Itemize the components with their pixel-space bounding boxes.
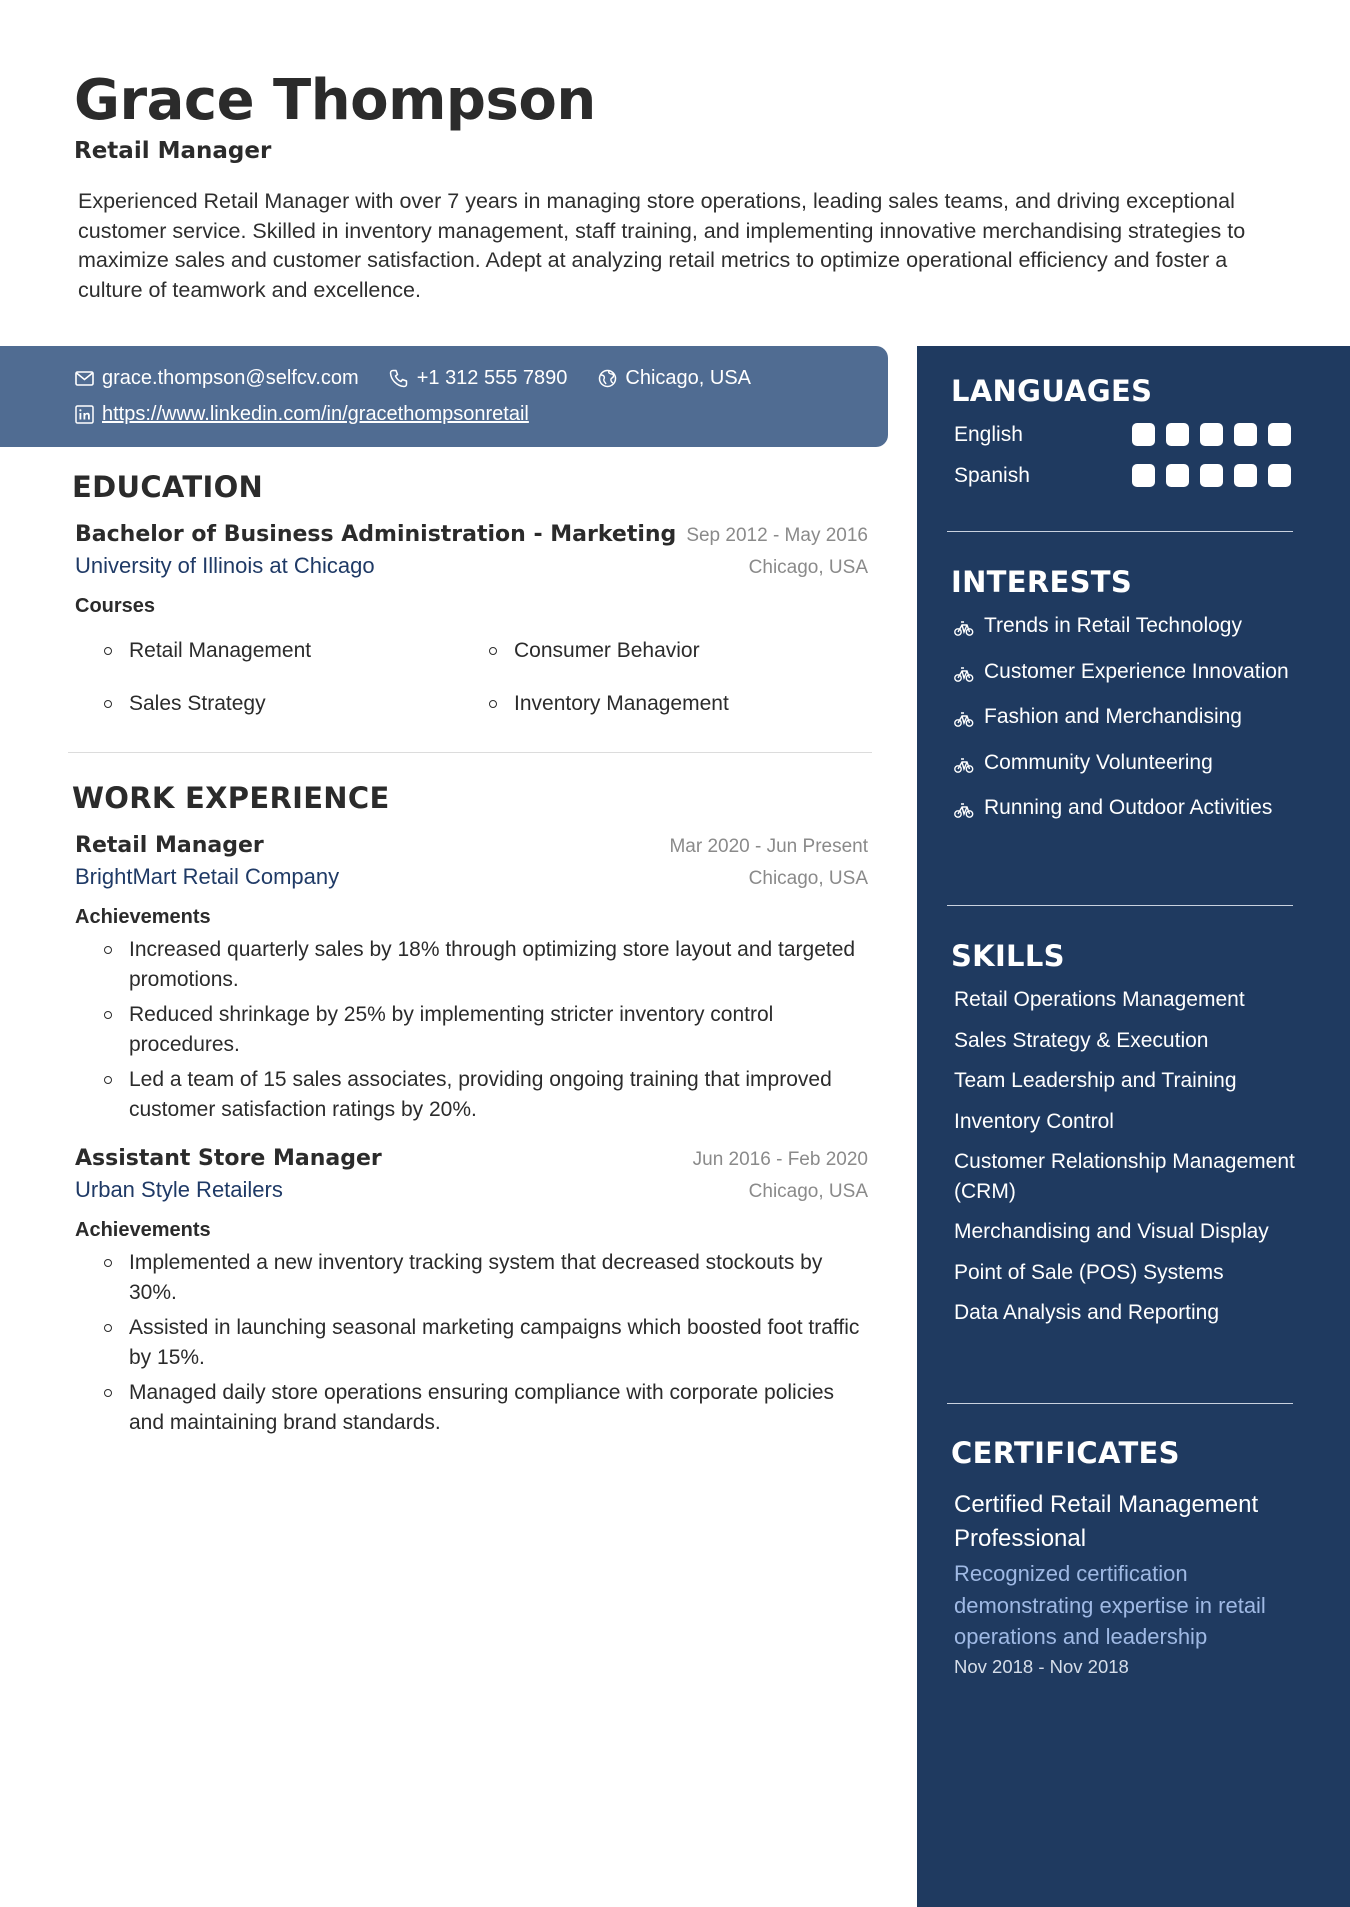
achievements-list <box>72 1248 868 1437</box>
interests-list <box>951 611 1297 828</box>
degree-title: Bachelor of Business Administration - Marketing <box>75 522 677 547</box>
achievement-item: Implemented a new inventory tracking system that decreased stockouts by 30%. <box>102 1248 868 1307</box>
location-text: Chicago, USA <box>625 366 752 389</box>
linkedin-link[interactable]: https://www.linkedin.com/in/gracethompsonretail <box>102 402 529 425</box>
sidebar <box>917 346 1350 1907</box>
achievement-item: Assisted in launching seasonal marketing campaigns which boosted foot traffic by 15%. <box>102 1313 868 1372</box>
level-dot <box>1132 423 1155 446</box>
contact-bar <box>0 346 888 447</box>
candidate-role: Retail Manager <box>74 138 272 164</box>
language-name: Spanish <box>954 463 1030 487</box>
contact-row-main <box>74 363 781 393</box>
phone-icon <box>389 368 409 388</box>
interest-item <box>951 702 1297 737</box>
interests-section <box>951 565 1297 839</box>
course-item: Inventory Management <box>487 677 872 730</box>
job-company: BrightMart Retail Company <box>75 864 340 889</box>
certificates-title: CERTIFICATES <box>951 1436 1180 1470</box>
job-location: Chicago, USA <box>748 1181 868 1202</box>
interest-icon <box>954 793 976 828</box>
interest-label: Running and Outdoor Activities <box>984 796 1273 819</box>
work-section <box>72 781 868 1437</box>
interest-item <box>951 793 1297 828</box>
phone-text: +1 312 555 7890 <box>416 366 568 389</box>
interest-icon <box>954 748 976 783</box>
level-dot <box>1166 464 1189 487</box>
certificate-description: Recognized certification demonstrating expertise in retail operations and leadership <box>954 1561 1266 1649</box>
education-dates: Sep 2012 - May 2016 <box>686 525 868 546</box>
skill-item: Point of Sale (POS) Systems <box>954 1260 1224 1284</box>
courses-label: Courses <box>75 595 156 617</box>
main-column <box>72 470 868 1443</box>
summary-text: Experienced Retail Manager with over 7 years in managing store operations, leading sales teams, and driving exceptional customer service. Skilled in inventory management, staff training, and implementing innovative merchandising strategies to maximize sales and customer satisfaction. Adept at analyzing retail metrics to optimize operational efficiency and foster a culture of teamwork and excellence. <box>78 189 1246 302</box>
level-dot <box>1268 423 1291 446</box>
interest-icon <box>954 611 976 646</box>
interest-item <box>951 657 1297 692</box>
language-level <box>1132 423 1291 446</box>
certificate-dates: Nov 2018 - Nov 2018 <box>954 1655 1129 1677</box>
interest-icon <box>954 657 976 692</box>
interest-label: Trends in Retail Technology <box>984 614 1242 637</box>
interest-icon <box>954 702 976 737</box>
certificate-name: Certified Retail Management Professional <box>954 1491 1259 1552</box>
level-dot <box>1234 423 1257 446</box>
education-section <box>72 470 868 730</box>
language-row <box>951 455 1297 496</box>
course-item: Sales Strategy <box>102 677 487 730</box>
skill-item: Retail Operations Management <box>954 988 1245 1011</box>
interests-title: INTERESTS <box>951 565 1133 599</box>
email-text: grace.thompson@selfcv.com <box>102 366 359 389</box>
level-dot <box>1200 423 1223 446</box>
globe-icon <box>597 368 617 388</box>
job-dates: Mar 2020 - Jun Present <box>669 836 868 857</box>
achievements-label: Achievements <box>75 906 211 928</box>
sidebar-divider <box>947 531 1293 532</box>
contact-row-linkedin <box>74 399 559 429</box>
languages-section <box>951 374 1297 496</box>
job-entry <box>72 1146 868 1437</box>
interest-label: Fashion and Merchandising <box>984 705 1242 728</box>
language-row <box>951 414 1297 455</box>
skill-item: Merchandising and Visual Display <box>954 1220 1269 1243</box>
level-dot <box>1268 464 1291 487</box>
language-level <box>1132 464 1291 487</box>
achievement-item: Led a team of 15 sales associates, providing ongoing training that improved customer satisfaction ratings by 20%. <box>102 1065 868 1124</box>
level-dot <box>1234 464 1257 487</box>
course-item: Retail Management <box>102 624 487 677</box>
interest-item <box>951 611 1297 646</box>
skills-title: SKILLS <box>951 939 1065 973</box>
candidate-name: Grace Thompson <box>74 68 596 133</box>
interest-item <box>951 748 1297 783</box>
section-divider <box>68 752 872 753</box>
achievement-item: Increased quarterly sales by 18% through optimizing store layout and targeted promotions. <box>102 935 868 994</box>
sidebar-divider <box>947 905 1293 906</box>
job-position: Retail Manager <box>75 833 264 858</box>
linkedin-icon <box>74 404 94 424</box>
achievements-label: Achievements <box>75 1219 211 1241</box>
contact-location <box>597 367 751 390</box>
languages-list <box>951 414 1297 496</box>
level-dot <box>1132 464 1155 487</box>
school-name: University of Illinois at Chicago <box>75 553 375 578</box>
mail-icon <box>74 368 94 388</box>
work-title: WORK EXPERIENCE <box>72 781 390 815</box>
skill-item: Sales Strategy & Execution <box>954 1028 1209 1052</box>
skills-list <box>951 985 1297 1328</box>
certificates-section <box>951 1436 1297 1678</box>
contact-phone[interactable] <box>389 367 568 390</box>
course-item: Consumer Behavior <box>487 624 872 677</box>
skill-item: Customer Relationship Management (CRM) <box>954 1150 1295 1203</box>
language-name: English <box>954 422 1023 446</box>
job-company: Urban Style Retailers <box>75 1177 283 1202</box>
languages-title: LANGUAGES <box>951 374 1153 408</box>
education-title: EDUCATION <box>72 470 264 504</box>
level-dot <box>1200 464 1223 487</box>
level-dot <box>1166 423 1189 446</box>
interest-label: Community Volunteering <box>984 750 1213 774</box>
education-location: Chicago, USA <box>748 557 868 578</box>
achievements-list <box>72 935 868 1124</box>
job-location: Chicago, USA <box>748 868 868 889</box>
skills-section <box>951 939 1297 1339</box>
job-dates: Jun 2016 - Feb 2020 <box>692 1149 868 1170</box>
skill-item: Team Leadership and Training <box>954 1069 1237 1092</box>
courses-list <box>72 624 868 730</box>
skill-item: Data Analysis and Reporting <box>954 1301 1219 1324</box>
education-entry <box>72 522 868 730</box>
achievement-item: Managed daily store operations ensuring compliance with corporate policies and maintaining brand standards. <box>102 1378 868 1437</box>
contact-email[interactable] <box>74 367 359 390</box>
skill-item: Inventory Control <box>954 1109 1114 1133</box>
interest-label: Customer Experience Innovation <box>984 659 1289 683</box>
job-position: Assistant Store Manager <box>75 1146 382 1171</box>
achievement-item: Reduced shrinkage by 25% by implementing stricter inventory control procedures. <box>102 1000 868 1059</box>
job-entry <box>72 833 868 1124</box>
sidebar-divider <box>947 1403 1293 1404</box>
contact-linkedin[interactable] <box>74 403 529 426</box>
